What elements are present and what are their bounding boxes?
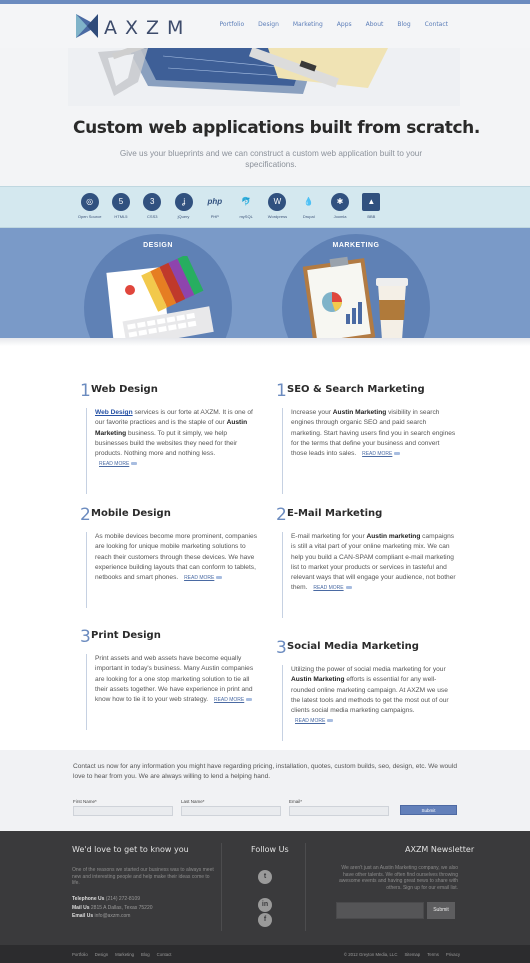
- mail-value: 2815 A Dallas, Texas 75220: [90, 904, 153, 911]
- bottom-nav: [72, 952, 178, 957]
- nav-contact[interactable]: Contact: [424, 21, 448, 28]
- bold-keyword: Austin Marketing: [291, 676, 345, 684]
- tech-open-source[interactable]: [74, 193, 105, 219]
- bottom-link-contact[interactable]: Contact: [156, 952, 172, 957]
- body-text: Print assets and web assets have become equally important in today's business. Many Austin companies are looking for a one stop marketing solution to tie all their assets together. We have experience in print and know how to tie it to your web strategy.: [95, 655, 254, 704]
- email-row: [72, 912, 153, 921]
- service-title: Mobile Design: [91, 508, 171, 519]
- service-body: [86, 532, 261, 608]
- service-number: 1: [80, 381, 91, 401]
- php-icon: php: [207, 197, 223, 206]
- about-title: We'd love to get to know you: [72, 845, 189, 854]
- jquery-icon: ʝ: [175, 193, 193, 211]
- contact-section: [0, 750, 530, 831]
- email-input[interactable]: [289, 806, 389, 816]
- service-title: SEO & Search Marketing: [287, 384, 425, 395]
- contact-intro: Contact us now for any information you might have regarding pricing, installation, quotes, custom builds, seo, design, etc. We would love to hear from you. We are always willing to lend a helping hand.: [73, 763, 457, 780]
- bottom-link-sitemap[interactable]: Sitemap: [404, 952, 421, 957]
- tech-css3[interactable]: [137, 193, 168, 219]
- bottom-link-privacy[interactable]: Privacy: [445, 952, 460, 957]
- bottom-link-design[interactable]: Design: [94, 952, 109, 957]
- nav-marketing[interactable]: Marketing: [292, 21, 323, 28]
- logo-text[interactable]: AXZM: [104, 17, 192, 39]
- footer-divider: [221, 843, 222, 931]
- marketing-clipboard-illustration: [302, 254, 414, 338]
- about-text: One of the reasons we started our business was to always meet new and interesting people and help make their ideas come to life.: [72, 867, 214, 887]
- body-text: visibility in search engines through organic SEO and paid search marketing. Start having users find you in search engines for the terms that define your business and convert those leads into sales.: [291, 409, 456, 458]
- tech-label: Joomla: [333, 214, 347, 219]
- newsletter-email-input[interactable]: [336, 902, 424, 919]
- first-name-input[interactable]: [73, 806, 173, 816]
- service-seo: [276, 381, 466, 494]
- mysql-icon: 🐬: [241, 197, 252, 206]
- service-title: Social Media Marketing: [287, 641, 419, 652]
- body-text: campaigns is still a vital part of your online marketing mix. We can help you build a CAN-SPAM compliant e-mail marketing list to market your products or services in tasteful and relevant ways that will engage your audience, not bother them.: [291, 533, 456, 592]
- bottom-link-portfolio[interactable]: Portfolio: [72, 952, 88, 957]
- phone-row: [72, 895, 153, 904]
- services-banner: [0, 228, 530, 338]
- service-title: Web Design: [91, 384, 158, 395]
- email-label: Email Us: [72, 913, 94, 920]
- open-source-icon: ◎: [81, 193, 99, 211]
- mail-row: [72, 904, 153, 913]
- section-divider-shadow: [0, 338, 530, 346]
- bottom-bar: [0, 945, 530, 963]
- first-name-label: First Name*: [73, 799, 97, 804]
- tech-jquery[interactable]: [168, 193, 199, 219]
- copyright: © 2012 Greyton Media, LLC: [343, 952, 398, 957]
- body-text: Utilizing the power of social media marketing for your: [291, 666, 446, 673]
- design-circle[interactable]: [84, 234, 232, 338]
- drupal-icon: 💧: [303, 197, 314, 206]
- tech-label: CSS3: [147, 214, 158, 219]
- service-title: E-Mail Marketing: [287, 508, 383, 519]
- facebook-icon[interactable]: f: [258, 913, 272, 927]
- tech-label: jQuery: [177, 214, 190, 219]
- service-body: [86, 654, 261, 730]
- hero-subtitle: Give us your blueprints and we can construct a custom web application built to your specifications.: [119, 149, 423, 169]
- tech-label: Open Source: [77, 214, 102, 219]
- nav-apps[interactable]: Apps: [336, 21, 352, 28]
- follow-title: Follow Us: [251, 845, 289, 854]
- tech-joomla[interactable]: [324, 193, 355, 219]
- tech-html5[interactable]: [105, 193, 136, 219]
- tech-label: HTML5: [114, 214, 128, 219]
- first-name-field-group: [73, 799, 173, 816]
- linkedin-icon[interactable]: in: [258, 898, 272, 912]
- bottom-link-marketing[interactable]: Marketing: [115, 952, 135, 957]
- tech-drupal[interactable]: [293, 193, 324, 219]
- axzm-logo-icon[interactable]: [76, 14, 98, 38]
- body-text: Increase your: [291, 409, 333, 416]
- read-more-link[interactable]: READ MORE: [362, 449, 400, 459]
- marketing-circle[interactable]: [282, 234, 430, 338]
- phone-value[interactable]: (214) 272-8109: [105, 896, 141, 902]
- last-name-input[interactable]: [181, 806, 281, 816]
- tech-wordpress[interactable]: [262, 193, 293, 219]
- main-nav: [205, 21, 448, 28]
- bold-keyword: Austin marketing: [366, 533, 421, 540]
- email-value[interactable]: info@axzm.com: [94, 913, 131, 920]
- marketing-label: MARKETING: [332, 242, 380, 249]
- tech-label: BBB: [367, 214, 376, 219]
- service-number: 3: [276, 638, 287, 658]
- wordpress-icon: W: [268, 193, 286, 211]
- design-label: DESIGN: [143, 242, 173, 249]
- web-design-link[interactable]: Web Design: [95, 409, 133, 416]
- tech-label: Drupal: [302, 214, 315, 219]
- service-body: [282, 532, 457, 618]
- design-tools-illustration: [106, 256, 214, 338]
- email-field-group: [289, 799, 389, 816]
- technology-band: [0, 186, 530, 228]
- service-body: [86, 408, 261, 494]
- html5-icon: 5: [112, 193, 130, 211]
- bottom-link-blog[interactable]: Blog: [141, 952, 150, 957]
- body-text: efforts is essential for any well-rounded online marketing campaign. At AXZM we use the latest tools and methods to get the most out of our clients social media marketing campaigns.: [291, 676, 449, 715]
- bottom-link-terms[interactable]: Terms: [427, 952, 439, 957]
- body-text: As mobile devices become more prominent, companies are looking for unique mobile marketing solutions to reach their customers through these devices. We have experience building layouts that can conform to tablets, netbooks and smart phones.: [95, 533, 257, 582]
- newsletter-submit-button[interactable]: Submit: [427, 902, 455, 919]
- tech-label: mySQL: [239, 214, 253, 219]
- site-footer: [0, 831, 530, 945]
- service-number: 3: [80, 627, 91, 647]
- site-header: [0, 4, 530, 48]
- service-mobile-design: [80, 505, 270, 618]
- read-more-link[interactable]: READ MORE: [214, 695, 252, 705]
- service-body: [282, 408, 457, 494]
- css3-icon: 3: [143, 193, 161, 211]
- bold-keyword: Austin Marketing: [332, 409, 387, 416]
- nav-blog[interactable]: Blog: [397, 21, 411, 28]
- mail-label: Mail Us: [72, 904, 90, 911]
- hero-section: [0, 48, 530, 186]
- blueprint-tools-illustration: [68, 48, 460, 106]
- last-name-label: Last Name*: [181, 799, 205, 804]
- hero-title: Custom web applications built from scratch.: [73, 118, 480, 138]
- email-label: Email*: [289, 799, 303, 804]
- service-print-design: [80, 627, 270, 740]
- body-text: E-mail marketing for your: [291, 533, 367, 540]
- footer-divider: [305, 843, 306, 931]
- service-social-media: [276, 638, 466, 741]
- bold-keyword: Austin Marketing: [95, 419, 248, 437]
- nav-design[interactable]: Design: [258, 21, 279, 28]
- tech-label: Wordpress: [267, 214, 288, 219]
- read-more-link[interactable]: READ MORE: [184, 573, 222, 583]
- last-name-field-group: [181, 799, 281, 816]
- technology-list: [74, 193, 387, 219]
- nav-portfolio[interactable]: Portfolio: [219, 21, 245, 28]
- service-web-design: [80, 381, 270, 494]
- nav-about[interactable]: About: [365, 21, 384, 28]
- tech-bbb[interactable]: [356, 193, 387, 219]
- bbb-icon: ▲: [362, 193, 380, 211]
- tech-label: PHP: [210, 214, 219, 219]
- twitter-icon[interactable]: t: [258, 870, 272, 884]
- service-number: 2: [276, 505, 287, 525]
- service-title: Print Design: [91, 630, 161, 641]
- contact-submit-button[interactable]: Submit: [400, 805, 457, 815]
- service-body: [282, 665, 457, 741]
- read-more-link[interactable]: READ MORE: [295, 716, 333, 726]
- newsletter-text: We aren't just an Austin Marketing company, we also have other talents. We often find ourselves throwing awesome events and having great news to share with others. Sign up for our email list.: [339, 865, 458, 891]
- service-number: 2: [80, 505, 91, 525]
- read-more-link[interactable]: READ MORE: [313, 583, 351, 593]
- joomla-icon: ✱: [331, 193, 349, 211]
- body-text: business. To put it simply, we help businesses build the websites they need for their products. Nothing more and nothing less.: [95, 429, 238, 458]
- tech-mysql[interactable]: [230, 193, 261, 219]
- phone-label: Telephone Us: [72, 896, 105, 902]
- newsletter-title: AXZM Newsletter: [405, 845, 475, 854]
- bottom-right: [337, 952, 460, 957]
- service-number: 1: [276, 381, 287, 401]
- service-email-marketing: [276, 505, 466, 618]
- body-text: services is our forte at AXZM. It is one of our favorite practices and is the staple of our: [95, 409, 253, 427]
- contact-details: [72, 895, 153, 921]
- read-more-link[interactable]: READ MORE: [99, 459, 137, 469]
- tech-php[interactable]: [199, 193, 230, 219]
